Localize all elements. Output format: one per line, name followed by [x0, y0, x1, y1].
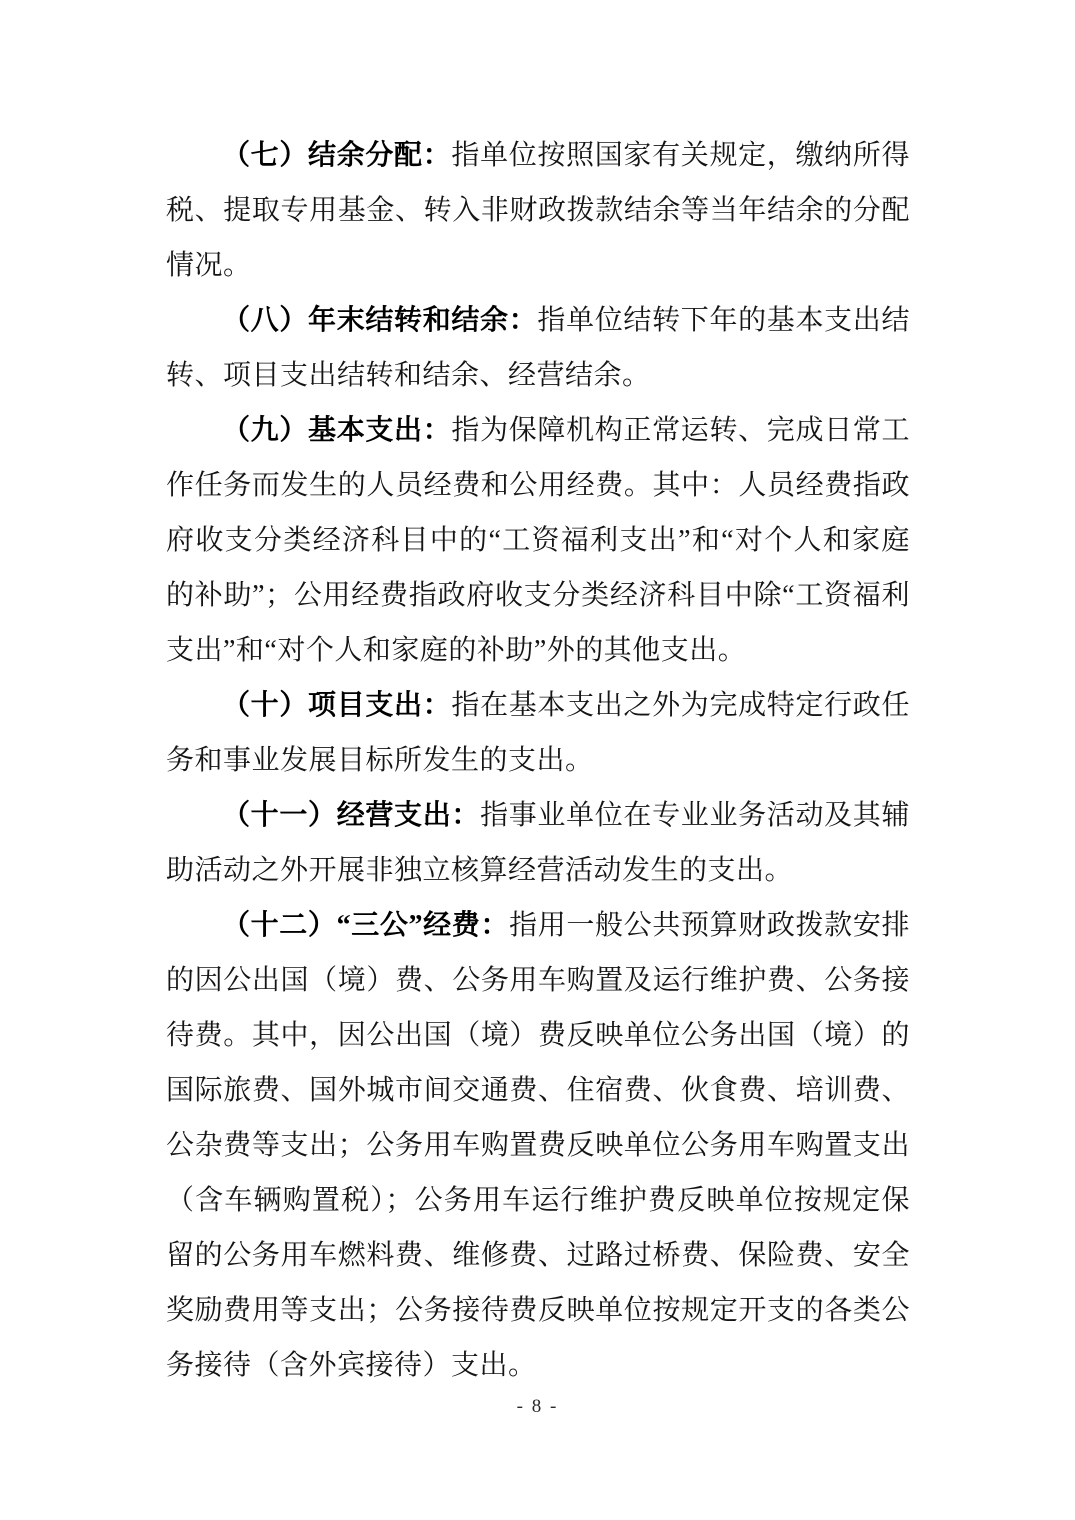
paragraph-item-12-three-public-funds	[166, 898, 910, 1393]
paragraph-item-8-year-end-carryover	[166, 293, 910, 403]
paragraph-item-10-project-expenditure	[166, 678, 910, 788]
paragraph-item-9-basic-expenditure	[166, 403, 910, 678]
page-number: - 8 -	[516, 1396, 559, 1417]
paragraph-heading: （十二）“三公”经费：	[222, 910, 510, 941]
paragraph-body: 指用一般公共预算财政拨款安排的因公出国（境）费、公务用车购置及运行维护费、公务接待费。其中，因公出国（境）费反映单位公务出国（境）的国际旅费、国外城市间交通费、住宿费、伙食费、培训费、公杂费等支出；公务用车购置费反映单位公务用车购置支出（含车辆购置税）；公务用车运行维护费反映单位按规定保留的公务用车燃料费、维修费、过路过桥费、保险费、安全奖励费用等支出；公务接待费反映单位按规定开支的各类公务接待（含外宾接待）支出。	[166, 910, 910, 1381]
paragraph-heading: （十一）经营支出：	[222, 800, 481, 831]
paragraph-body: 指在基本支出之外为完成特定行政任务和事业发展目标所发生的支出。	[166, 690, 910, 776]
text-block	[166, 128, 910, 1393]
paragraph-body: 指为保障机构正常运转、完成日常工作任务而发生的人员经费和公用经费。其中：人员经费指政府收支分类经济科目中的“工资福利支出”和“对个人和家庭的补助”；公用经费指政府收支分类经济科目中除“工资福利支出”和“对个人和家庭的补助”外的其他支出。	[166, 415, 910, 666]
paragraph-heading: （九）基本支出：	[222, 415, 452, 446]
paragraph-heading: （十）项目支出：	[222, 690, 452, 721]
paragraph-heading: （七）结余分配：	[222, 140, 452, 171]
paragraph-heading: （八）年末结转和结余：	[222, 305, 538, 336]
paragraph-body: 指单位按照国家有关规定，缴纳所得税、提取专用基金、转入非财政拨款结余等当年结余的分配情况。	[166, 140, 910, 281]
paragraph-item-11-operating-expenditure	[166, 788, 910, 898]
paragraph-item-7-surplus-distribution	[166, 128, 910, 293]
paragraph-body: 指事业单位在专业业务活动及其辅助活动之外开展非独立核算经营活动发生的支出。	[166, 800, 910, 886]
paragraph-body: 指单位结转下年的基本支出结转、项目支出结转和结余、经营结余。	[166, 305, 910, 391]
